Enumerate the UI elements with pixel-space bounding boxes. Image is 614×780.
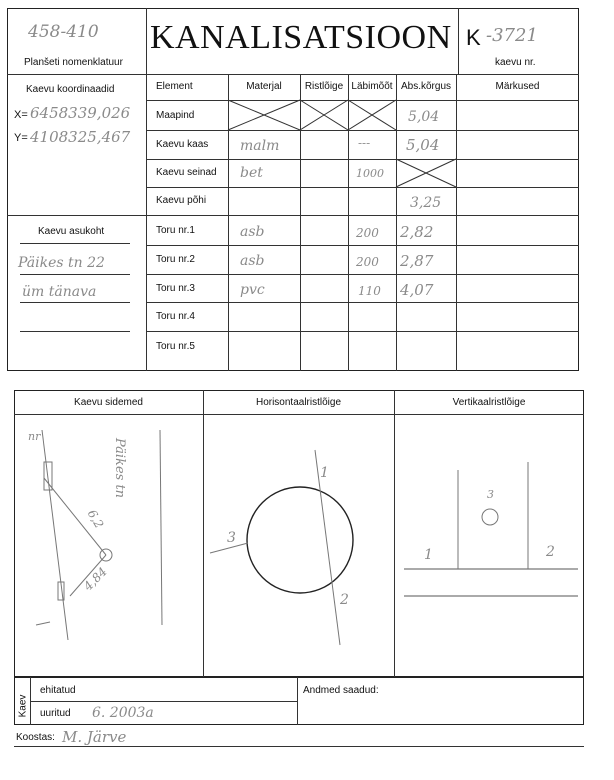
sketch-title-horizontal: Horisontaalristlõige — [255, 397, 342, 408]
row-material-6: pvc — [240, 282, 265, 298]
x-label: X= — [14, 109, 28, 121]
sketch-distance-a: 6,2 — [84, 507, 107, 531]
col-header-cross: Ristlõige — [304, 81, 344, 92]
row-height-3: 3,25 — [410, 195, 442, 211]
v-pipe-label-3: 3 — [487, 488, 494, 501]
row-height-6: 4,07 — [400, 281, 434, 299]
row-material-2: bet — [240, 165, 263, 181]
col-header-diameter: Läbimõõt — [351, 81, 393, 92]
row-height-5: 2,87 — [400, 252, 434, 270]
well-label: kaevu nr. — [495, 57, 536, 68]
sketch-distance-b: 4,84 — [80, 564, 110, 594]
col-header-notes: Märkused — [495, 81, 540, 92]
col-header-element: Element — [156, 81, 193, 92]
built-label: ehitatud — [40, 685, 76, 696]
row-diameter-2: 1000 — [356, 167, 384, 180]
well-prefix: K — [466, 25, 481, 50]
row-material-1: malm — [240, 138, 280, 154]
footer-side-label: Kaev — [17, 694, 29, 718]
sketch-title-connections: Kaevu sidemed — [74, 397, 143, 408]
col-header-material: Materjal — [246, 81, 282, 92]
sketch-street-label: Päikes tn — [112, 438, 127, 499]
location-label: Kaevu asukoht — [38, 226, 105, 237]
surveyed-value: 6. 2003a — [92, 705, 154, 721]
row-element-8: Toru nr.5 — [156, 341, 195, 352]
row-element-7: Toru nr.4 — [156, 311, 195, 322]
row-element-3: Kaevu põhi — [156, 195, 207, 206]
location-line-2: üm tänava — [22, 284, 97, 300]
well-value: -3721 — [486, 25, 538, 46]
row-diameter-6: 110 — [358, 284, 381, 298]
coords-label: Kaevu koordinaadid — [26, 84, 115, 95]
row-element-0: Maapind — [156, 110, 195, 121]
sheet-value: 458-410 — [28, 22, 99, 42]
row-element-2: Kaevu seinad — [156, 167, 217, 178]
sheet-label: Planšeti nomenklatuur — [24, 57, 123, 68]
row-height-0: 5,04 — [408, 109, 440, 125]
row-material-4: asb — [240, 224, 265, 240]
h-pipe-label-1: 1 — [320, 465, 329, 481]
row-diameter-4: 200 — [356, 226, 379, 240]
data-received-label: Andmed saadud: — [303, 685, 379, 696]
sketch-title-vertical: Vertikaalristlõige — [452, 397, 526, 408]
sketch-nr-label: nr — [28, 430, 41, 443]
v-pipe-label-1: 1 — [424, 547, 433, 563]
row-diameter-1: --- — [358, 136, 371, 150]
row-material-5: asb — [240, 253, 265, 269]
compiled-value: M. Järve — [62, 728, 127, 746]
v-pipe-label-2: 2 — [546, 544, 555, 560]
compiled-label: Koostas: — [16, 732, 55, 743]
row-element-4: Toru nr.1 — [156, 225, 195, 236]
surveyed-label: uuritud — [40, 708, 71, 719]
row-element-6: Toru nr.3 — [156, 283, 195, 294]
h-pipe-label-2: 2 — [340, 592, 349, 608]
y-label: Y= — [14, 132, 28, 144]
page-title: KANALISATSIOON — [150, 19, 452, 56]
row-height-1: 5,04 — [406, 136, 440, 154]
x-value: 6458339,026 — [30, 104, 131, 122]
col-header-height: Abs.kõrgus — [400, 81, 452, 92]
row-element-1: Kaevu kaas — [156, 139, 209, 150]
h-pipe-label-3: 3 — [227, 530, 236, 546]
row-diameter-5: 200 — [356, 255, 379, 269]
row-height-4: 2,82 — [400, 223, 434, 241]
location-line-1: Päikes tn 22 — [18, 255, 105, 271]
y-value: 4108325,467 — [30, 128, 131, 146]
row-element-5: Toru nr.2 — [156, 254, 195, 265]
